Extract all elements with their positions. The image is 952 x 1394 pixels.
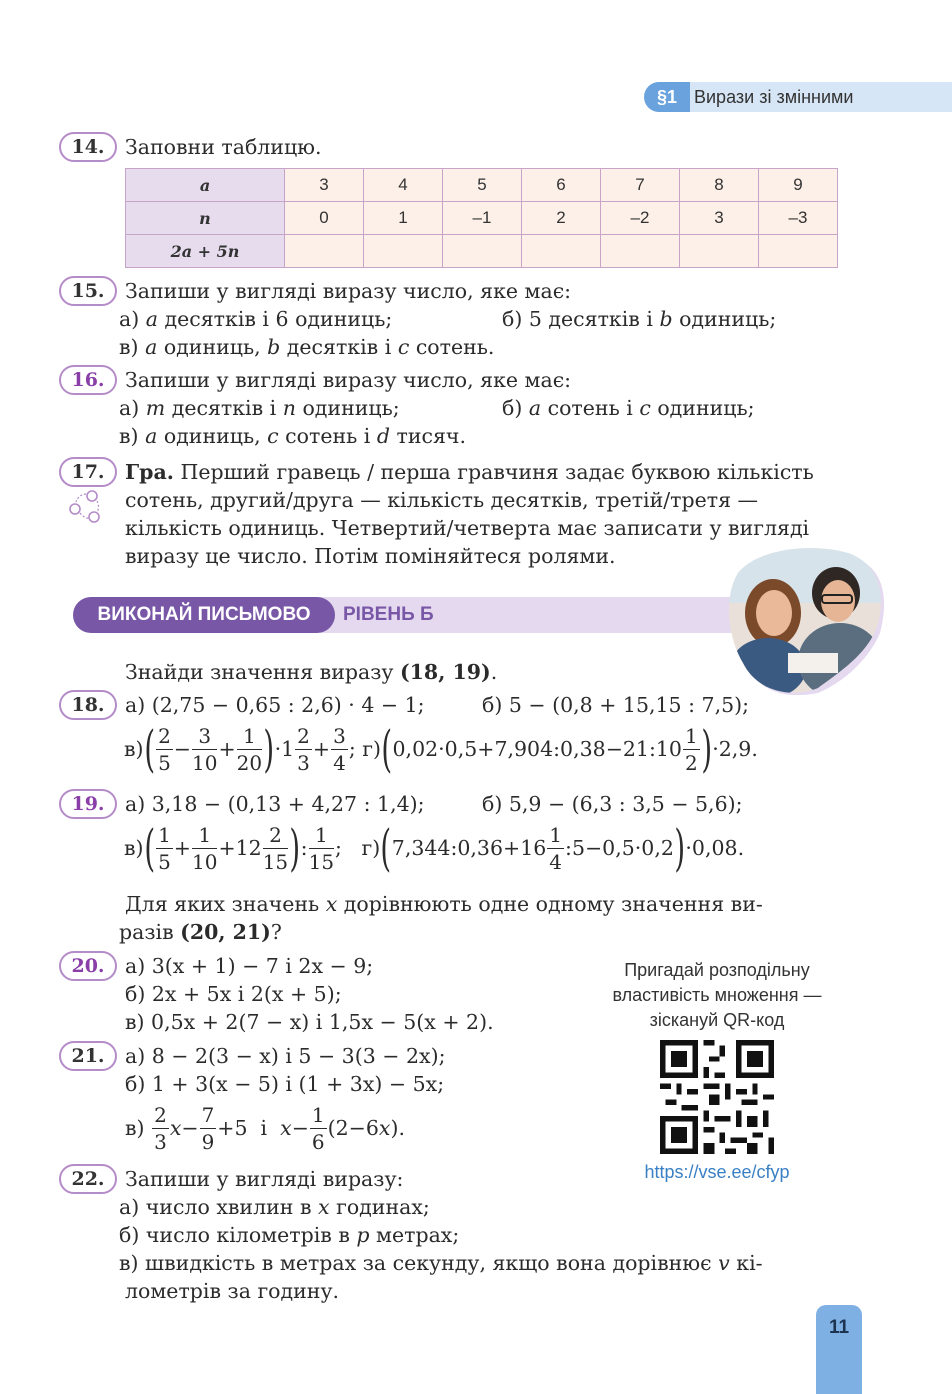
table-cell: –1 — [443, 202, 522, 235]
section-header — [644, 82, 952, 112]
table-cell — [759, 235, 838, 268]
qr-link[interactable]: https://vse.ee/cfyp — [644, 1162, 790, 1182]
intro-20-21-line1: Для яких значень x дорівнюють одне одному значення ви- — [125, 892, 763, 916]
group-game-icon — [66, 490, 104, 524]
exercise-number-21: 21. — [59, 1041, 117, 1071]
exercise-number-17: 17. — [59, 457, 117, 487]
table-cell: 4 — [364, 169, 443, 202]
table-cell — [285, 235, 364, 268]
table-cell: 7 — [601, 169, 680, 202]
banner-write-label: ВИКОНАЙ ПИСЬМОВО — [73, 597, 335, 633]
exercise-19-b: б) 5,9 − (6,3 : 3,5 − 5,6); — [482, 792, 743, 816]
banner-level-label: РІВЕНЬ Б — [343, 604, 434, 625]
row-header: n — [126, 202, 285, 235]
table-cell: 9 — [759, 169, 838, 202]
table-cell: 3 — [680, 202, 759, 235]
intro-20-21-line2: разів (20, 21)? — [119, 920, 282, 944]
qr-caption — [592, 958, 842, 1033]
exercise-number-15: 15. — [59, 276, 117, 306]
section-number: §1 — [644, 82, 690, 112]
page-number: 11 — [816, 1305, 862, 1394]
intro-18-19: Знайди значення виразу (18, 19). — [125, 660, 498, 684]
table-cell: 6 — [522, 169, 601, 202]
exercise-16-a: а) m десятків і n одиниць; — [119, 396, 400, 420]
exercise-22-c: в) швидкість в метрах за секунду, якщо вона дорівнює v кі- — [119, 1251, 763, 1275]
table-row — [126, 169, 838, 202]
exercise-number-20: 20. — [59, 951, 117, 981]
exercise-17-line1: Гра. Перший гравець / перша гравчиня задає буквою кількість — [125, 460, 814, 484]
qr-code-icon[interactable] — [660, 1040, 774, 1154]
exercise-21-v: в) $\frac{2}{3}$ x − $\frac{7}{9}$ +5 і x − $\frac{1}{6}$ (2−6 x ). — [125, 1102, 405, 1154]
exercise-18-a: а) (2,75 − 0,65 : 2,6) · 4 − 1; — [125, 693, 425, 717]
section-title: Вирази зі змінними — [690, 82, 952, 112]
table-cell: –3 — [759, 202, 838, 235]
qr-caption-line: властивість множення — — [612, 985, 822, 1005]
exercise-15-a: а) a десятків і 6 одиниць; — [119, 307, 393, 331]
students-photo — [718, 543, 886, 695]
table-row — [126, 235, 838, 268]
qr-caption-line: Пригадай розподільну — [624, 960, 810, 980]
exercise-17-line3: кількість одиниць. Четвертий/четверта має записати у вигляді — [125, 516, 810, 540]
exercise-22-text: Запиши у вигляді виразу: — [125, 1167, 404, 1191]
exercise-15-text: Запиши у вигляді виразу число, яке має: — [125, 279, 572, 303]
exercise-22-a: а) число хвилин в x годинах; — [119, 1195, 430, 1219]
exercise-number-18: 18. — [59, 690, 117, 720]
table-cell: –2 — [601, 202, 680, 235]
exercise-number-14: 14. — [59, 132, 117, 162]
table-cell: 0 — [285, 202, 364, 235]
table-cell — [601, 235, 680, 268]
table-cell — [364, 235, 443, 268]
exercise-22-b: б) число кілометрів в p метрах; — [119, 1223, 460, 1247]
exercise-19-a: а) 3,18 − (0,13 + 4,27 : 1,4); — [125, 792, 425, 816]
exercise-15-c: в) a одиниць, b десятків і c сотень. — [119, 335, 495, 359]
exercise-18-v: в) ( $\frac{2}{5}$ − $\frac{3}{10}$ + $\frac{1}{20}$ ) ·1 $\frac{2}{3}$ + $\frac{3}{4}$ ; г) ( 0,02·0,5+7,904:0,38−21:10 $\frac{1}{2}$ ) ·2,9. — [124, 720, 758, 778]
exercise-number-19: 19. — [59, 789, 117, 819]
table-cell: 3 — [285, 169, 364, 202]
exercise-17-line4: виразу це число. Потім поміняйтеся ролями. — [125, 544, 616, 568]
exercise-18-b: б) 5 − (0,8 + 15,15 : 7,5); — [482, 693, 750, 717]
table-cell — [522, 235, 601, 268]
exercise-20-a: а) 3(x + 1) − 7 і 2x − 9; — [125, 954, 374, 978]
row-header: 2a + 5n — [126, 235, 285, 268]
exercise-20-c: в) 0,5x + 2(7 − x) і 1,5x − 5(x + 2). — [125, 1010, 494, 1034]
values-table — [125, 168, 838, 268]
table-cell — [680, 235, 759, 268]
table-cell: 5 — [443, 169, 522, 202]
table-row — [126, 202, 838, 235]
exercise-15-b: б) 5 десятків і b одиниць; — [502, 307, 777, 331]
row-header: a — [126, 169, 285, 202]
exercise-20-b: б) 2x + 5x і 2(x + 5); — [125, 982, 342, 1006]
exercise-number-16: 16. — [59, 365, 117, 395]
exercise-17-line2: сотень, другий/друга — кількість десятків, третій/третя — — [125, 488, 759, 512]
table-cell: 8 — [680, 169, 759, 202]
exercise-16-text: Запиши у вигляді виразу число, яке має: — [125, 368, 572, 392]
exercise-21-b: б) 1 + 3(x − 5) і (1 + 3x) − 5x; — [125, 1072, 445, 1096]
table-cell: 2 — [522, 202, 601, 235]
qr-caption-line: зіскануй QR-код — [649, 1010, 785, 1030]
exercise-16-c: в) a одиниць, c сотень і d тисяч. — [119, 424, 467, 448]
exercise-22-d: лометрів за годину. — [125, 1279, 340, 1303]
exercise-number-22: 22. — [59, 1164, 117, 1194]
exercise-14-text: Заповни таблицю. — [125, 135, 322, 159]
exercise-19-v: в) ( $\frac{1}{5}$ + $\frac{1}{10}$ +12 $\frac{2}{15}$ ) : $\frac{1}{15}$ ; г) ( 7,344:0,36+16 $\frac{1}{4}$ :5−0,5·0,2 ) ·0,08. — [124, 819, 745, 877]
exercise-21-a: а) 8 − 2(3 − x) і 5 − 3(3 − 2x); — [125, 1044, 446, 1068]
exercise-16-b: б) a сотень і c одиниць; — [502, 396, 755, 420]
table-cell: 1 — [364, 202, 443, 235]
table-cell — [443, 235, 522, 268]
